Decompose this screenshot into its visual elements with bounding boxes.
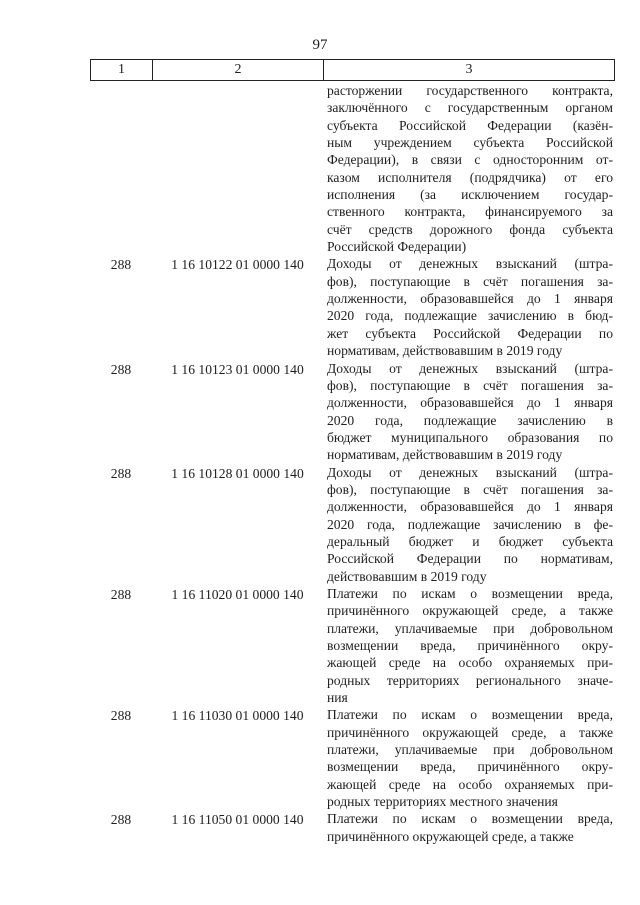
description-line: долженности, образовавшейся до 1 января: [327, 291, 613, 307]
column-header-1: 1: [91, 60, 153, 80]
description-line: фов), поступающие в счёт погашения за-: [327, 481, 613, 497]
admin-code-cell: [90, 81, 152, 255]
table-row: [90, 81, 613, 255]
admin-code-cell: 288: [110, 812, 132, 828]
description-line: Федерации), в связи с односторонним от-: [327, 152, 613, 168]
description-line: Доходы от денежных взысканий (штра-: [327, 360, 613, 376]
description-line: расторжении государственного контракта,: [327, 83, 613, 98]
table-body: [90, 81, 613, 845]
description-line: фов), поступающие в счёт погашения за-: [327, 377, 613, 393]
budget-code-cell: 1 16 10128 01 0000 140: [171, 465, 304, 481]
description-line: ния: [327, 690, 348, 706]
description-line: Российской Федерации): [327, 239, 467, 255]
description-line: исполнения (за исключением государ-: [327, 187, 613, 203]
description-cell: [323, 810, 613, 845]
admin-code-cell: 288: [110, 465, 132, 481]
description-line: субъекта Российской Федерации (казён-: [327, 117, 613, 133]
description-line: 2020 года, подлежащие зачислению в бюд-: [327, 308, 613, 324]
description-line: Платежи по искам о возмещении вреда,: [327, 811, 613, 827]
description-line: ным учреждением субъекта Российской: [327, 135, 613, 151]
description-line: казом исполнителя (подрядчика) от его: [327, 169, 613, 185]
table-header-row: [90, 59, 615, 81]
table-row: [90, 464, 613, 585]
description-line: платежи, уплачиваемые при добровольном: [327, 742, 613, 758]
admin-code-cell: 288: [110, 708, 132, 724]
description-line: родных территориях регионального значе-: [327, 672, 613, 688]
table-row: [90, 360, 613, 464]
budget-codes-table: [90, 59, 613, 845]
table-row: [90, 585, 613, 706]
description-line: платежи, уплачиваемые при добровольном: [327, 620, 613, 636]
column-header-2: 2: [153, 60, 324, 80]
description-line: фов), поступающие в счёт погашения за-: [327, 273, 613, 289]
description-line: заключённого с государственным органом: [327, 100, 613, 116]
budget-code-cell: 1 16 10123 01 0000 140: [171, 361, 304, 377]
description-cell: [323, 585, 613, 706]
description-line: нормативам, действовавшим в 2019 году: [327, 343, 563, 359]
description-line: Доходы от денежных взысканий (штра-: [327, 256, 613, 272]
description-line: жающей среде на особо охраняемых при-: [327, 776, 613, 792]
description-line: счёт средств дорожного фонда субъекта: [327, 221, 613, 237]
description-line: причинённого окружающей среде, а также: [327, 828, 574, 844]
description-cell: [323, 360, 613, 464]
admin-code-cell: 288: [110, 361, 132, 377]
column-header-3: 3: [465, 62, 473, 77]
description-line: жет субъекта Российской Федерации по: [327, 325, 613, 341]
description-line: жающей среде на особо охраняемых при-: [327, 655, 613, 671]
description-line: бюджет муниципального образования по: [327, 429, 613, 445]
description-line: долженности, образовавшейся до 1 января: [327, 499, 613, 515]
description-line: деральный бюджет и бюджет субъекта: [327, 533, 613, 549]
description-line: действовавшим в 2019 году: [327, 568, 487, 584]
admin-code-cell: 288: [110, 257, 132, 273]
description-line: долженности, образовавшейся до 1 января: [327, 395, 613, 411]
table-row: [90, 255, 613, 359]
description-line: Платежи по искам о возмещении вреда,: [327, 585, 613, 601]
budget-code-cell: 1 16 11030 01 0000 140: [171, 708, 304, 724]
description-line: Платежи по искам о возмещении вреда,: [327, 707, 613, 723]
budget-code-cell: [152, 81, 323, 255]
budget-code-cell: 1 16 11020 01 0000 140: [171, 586, 304, 602]
admin-code-cell: 288: [110, 586, 132, 602]
description-line: причинённого окружающей среде, а также: [327, 603, 613, 619]
description-cell: [323, 706, 613, 810]
description-line: Российской Федерации по нормативам,: [327, 551, 613, 567]
description-line: возмещении вреда, причинённого окру-: [327, 638, 613, 653]
description-line: Доходы от денежных взысканий (штра-: [327, 464, 613, 480]
description-cell: [323, 464, 613, 585]
description-line: возмещении вреда, причинённого окру-: [327, 759, 613, 775]
description-cell: [323, 81, 613, 255]
budget-code-cell: 1 16 11050 01 0000 140: [171, 812, 304, 828]
description-cell: [323, 255, 613, 359]
description-line: 2020 года, подлежащие зачислению в фе-: [327, 516, 613, 532]
description-line: родных территориях местного значения: [327, 794, 558, 810]
description-line: причинённого окружающей среде, а также: [327, 724, 613, 740]
description-line: нормативам, действовавшим в 2019 году: [327, 447, 563, 463]
budget-code-cell: 1 16 10122 01 0000 140: [171, 257, 304, 273]
description-line: 2020 года, подлежащие зачислению в: [327, 412, 613, 428]
page-number: 97: [312, 37, 328, 53]
table-row: [90, 810, 613, 845]
description-line: ственного контракта, финансируемого за: [327, 204, 613, 220]
table-row: [90, 706, 613, 810]
